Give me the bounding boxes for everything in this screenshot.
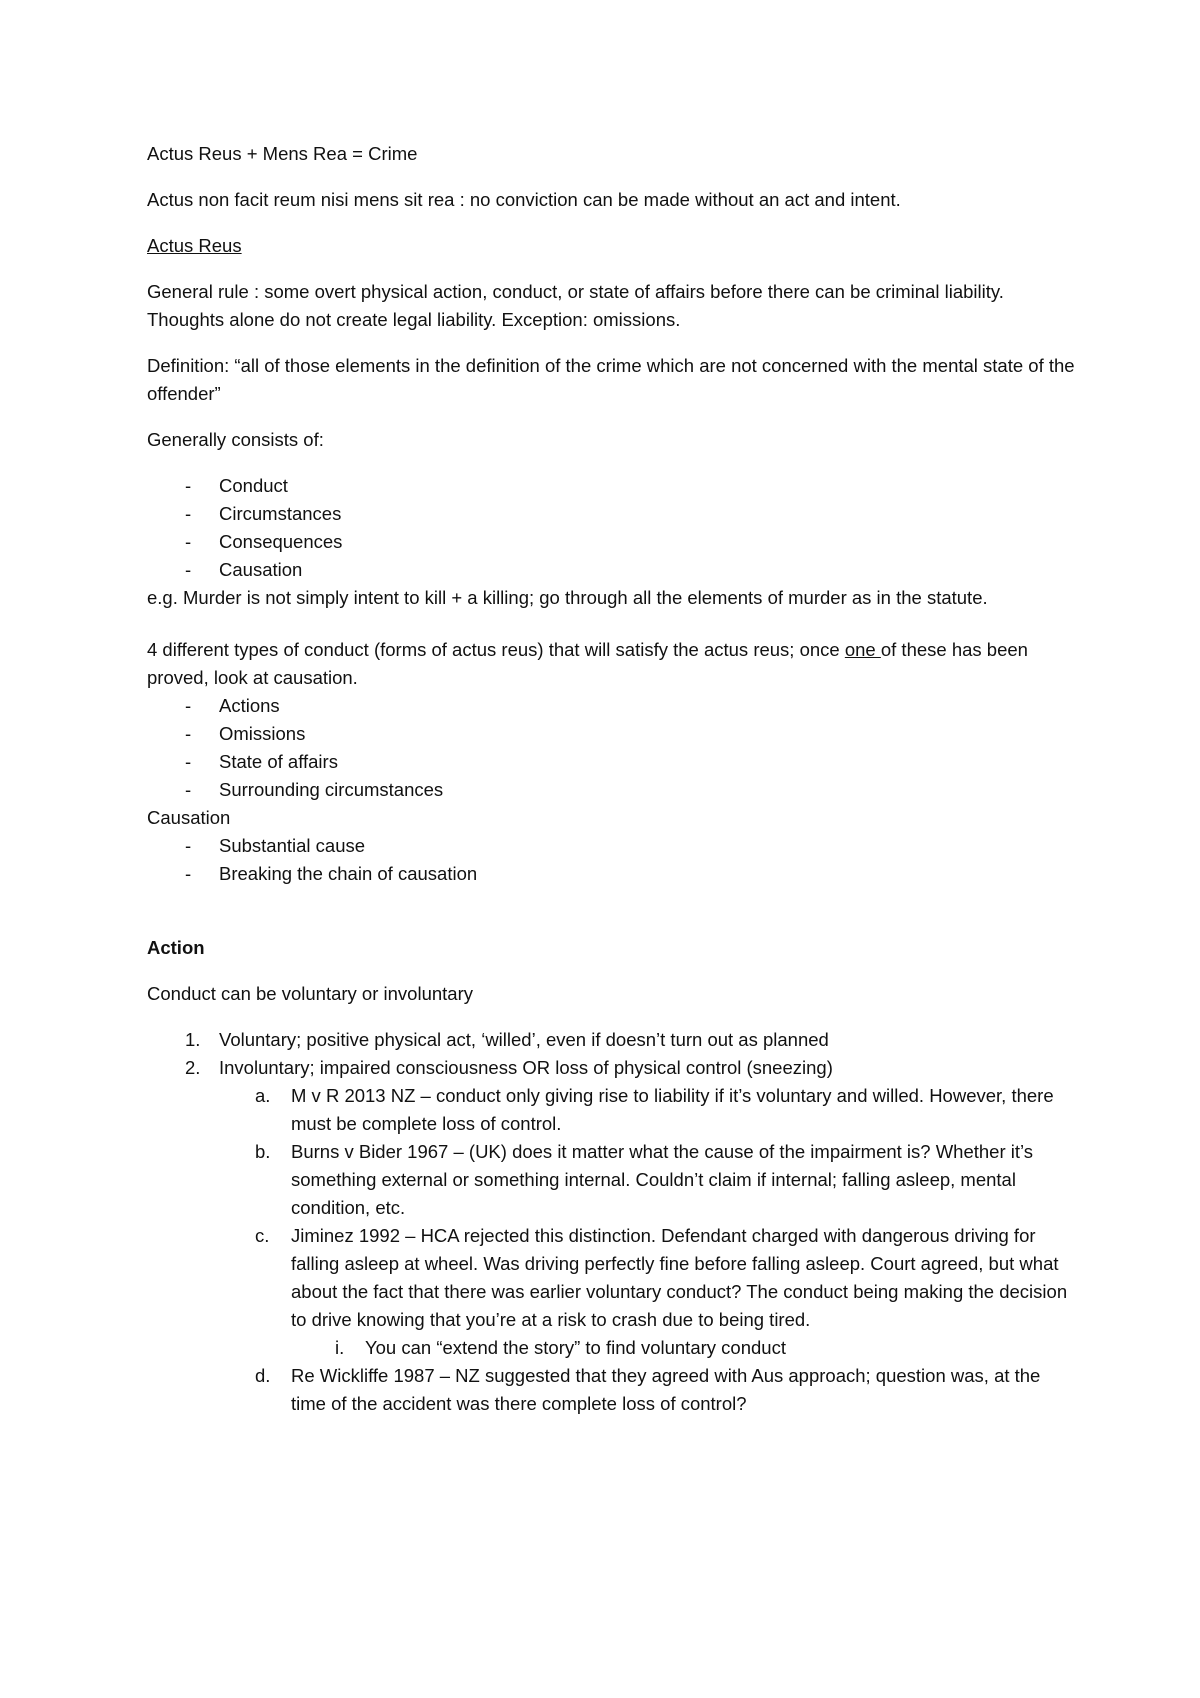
list-item: - Breaking the chain of causation bbox=[147, 860, 1077, 888]
list-item: - Actions bbox=[147, 692, 1077, 720]
general-rule: General rule : some overt physical action, conduct, or state of affairs before there can be criminal liability. Thoughts alone do not create legal liability. Exception: omissions. bbox=[147, 281, 1004, 330]
list-item: - Substantial cause bbox=[147, 832, 1077, 860]
conduct-line: Conduct can be voluntary or involuntary bbox=[147, 983, 473, 1004]
heading-actus-reus: Actus Reus bbox=[147, 235, 242, 256]
formula-line: Actus Reus + Mens Rea = Crime bbox=[147, 143, 418, 164]
numbered-list bbox=[147, 1026, 1077, 1082]
list-item: - Omissions bbox=[147, 720, 1077, 748]
types-list bbox=[147, 692, 1077, 804]
list-item: - Surrounding circumstances bbox=[147, 776, 1077, 804]
list-item: - Conduct bbox=[147, 472, 1077, 500]
list-item: - State of affairs bbox=[147, 748, 1077, 776]
list-item: i. You can “extend the story” to find voluntary conduct bbox=[335, 1337, 786, 1358]
heading-action: Action bbox=[147, 937, 205, 958]
list-item: 2. Involuntary; impaired consciousness OR loss of physical control (sneezing) bbox=[185, 1057, 833, 1078]
list-item: - Consequences bbox=[147, 528, 1077, 556]
list-item: - Circumstances bbox=[147, 500, 1077, 528]
example-line: e.g. Murder is not simply intent to kill + a killing; go through all the elements of murder as in the statute. bbox=[147, 587, 988, 608]
causation-list bbox=[147, 832, 1077, 888]
list-item: d. Re Wickliffe 1987 – NZ suggested that they agreed with Aus approach; question was, at the time of the accident was there complete loss of control? bbox=[255, 1365, 1041, 1414]
list-item: a. M v R 2013 NZ – conduct only giving rise to liability if it’s voluntary and willed. However, there must be complete loss of control. bbox=[255, 1085, 1054, 1134]
lettered-list bbox=[147, 1082, 1077, 1418]
list-item: b. Burns v Bider 1967 – (UK) does it matter what the cause of the impairment is? Whether it’s something external or something internal. Couldn’t claim if internal; falling asleep, mental condition, etc. bbox=[255, 1141, 1034, 1218]
list-item: c. Jiminez 1992 – HCA rejected this distinction. Defendant charged with dangerous driving for falling asleep at wheel. Was driving perfectly fine before falling asleep. Court agreed, but what about the fact that there was earlier voluntary conduct? The conduct being making the decision to drive knowing that you’re at a risk to crash due to being tired. i. You can “extend the story” to find voluntary conduct bbox=[147, 1222, 1077, 1362]
list-item: - Causation bbox=[147, 556, 1077, 584]
definition: Definition: “all of those elements in the definition of the crime which are not concerned with the mental state of the offender” bbox=[147, 355, 1075, 404]
roman-list bbox=[147, 1334, 1077, 1362]
generally-consists: Generally consists of: bbox=[147, 429, 324, 450]
document-page bbox=[147, 140, 1077, 1418]
list-item: 1. Voluntary; positive physical act, ‘willed’, even if doesn’t turn out as planned bbox=[185, 1029, 829, 1050]
causation-label: Causation bbox=[147, 807, 231, 828]
consists-list bbox=[147, 472, 1077, 584]
maxim-line: Actus non facit reum nisi mens sit rea : no conviction can be made without an act and intent. bbox=[147, 189, 901, 210]
types-intro: 4 different types of conduct (forms of actus reus) that will satisfy the actus reus; once one of these has been proved, look at causation. bbox=[147, 639, 1028, 688]
